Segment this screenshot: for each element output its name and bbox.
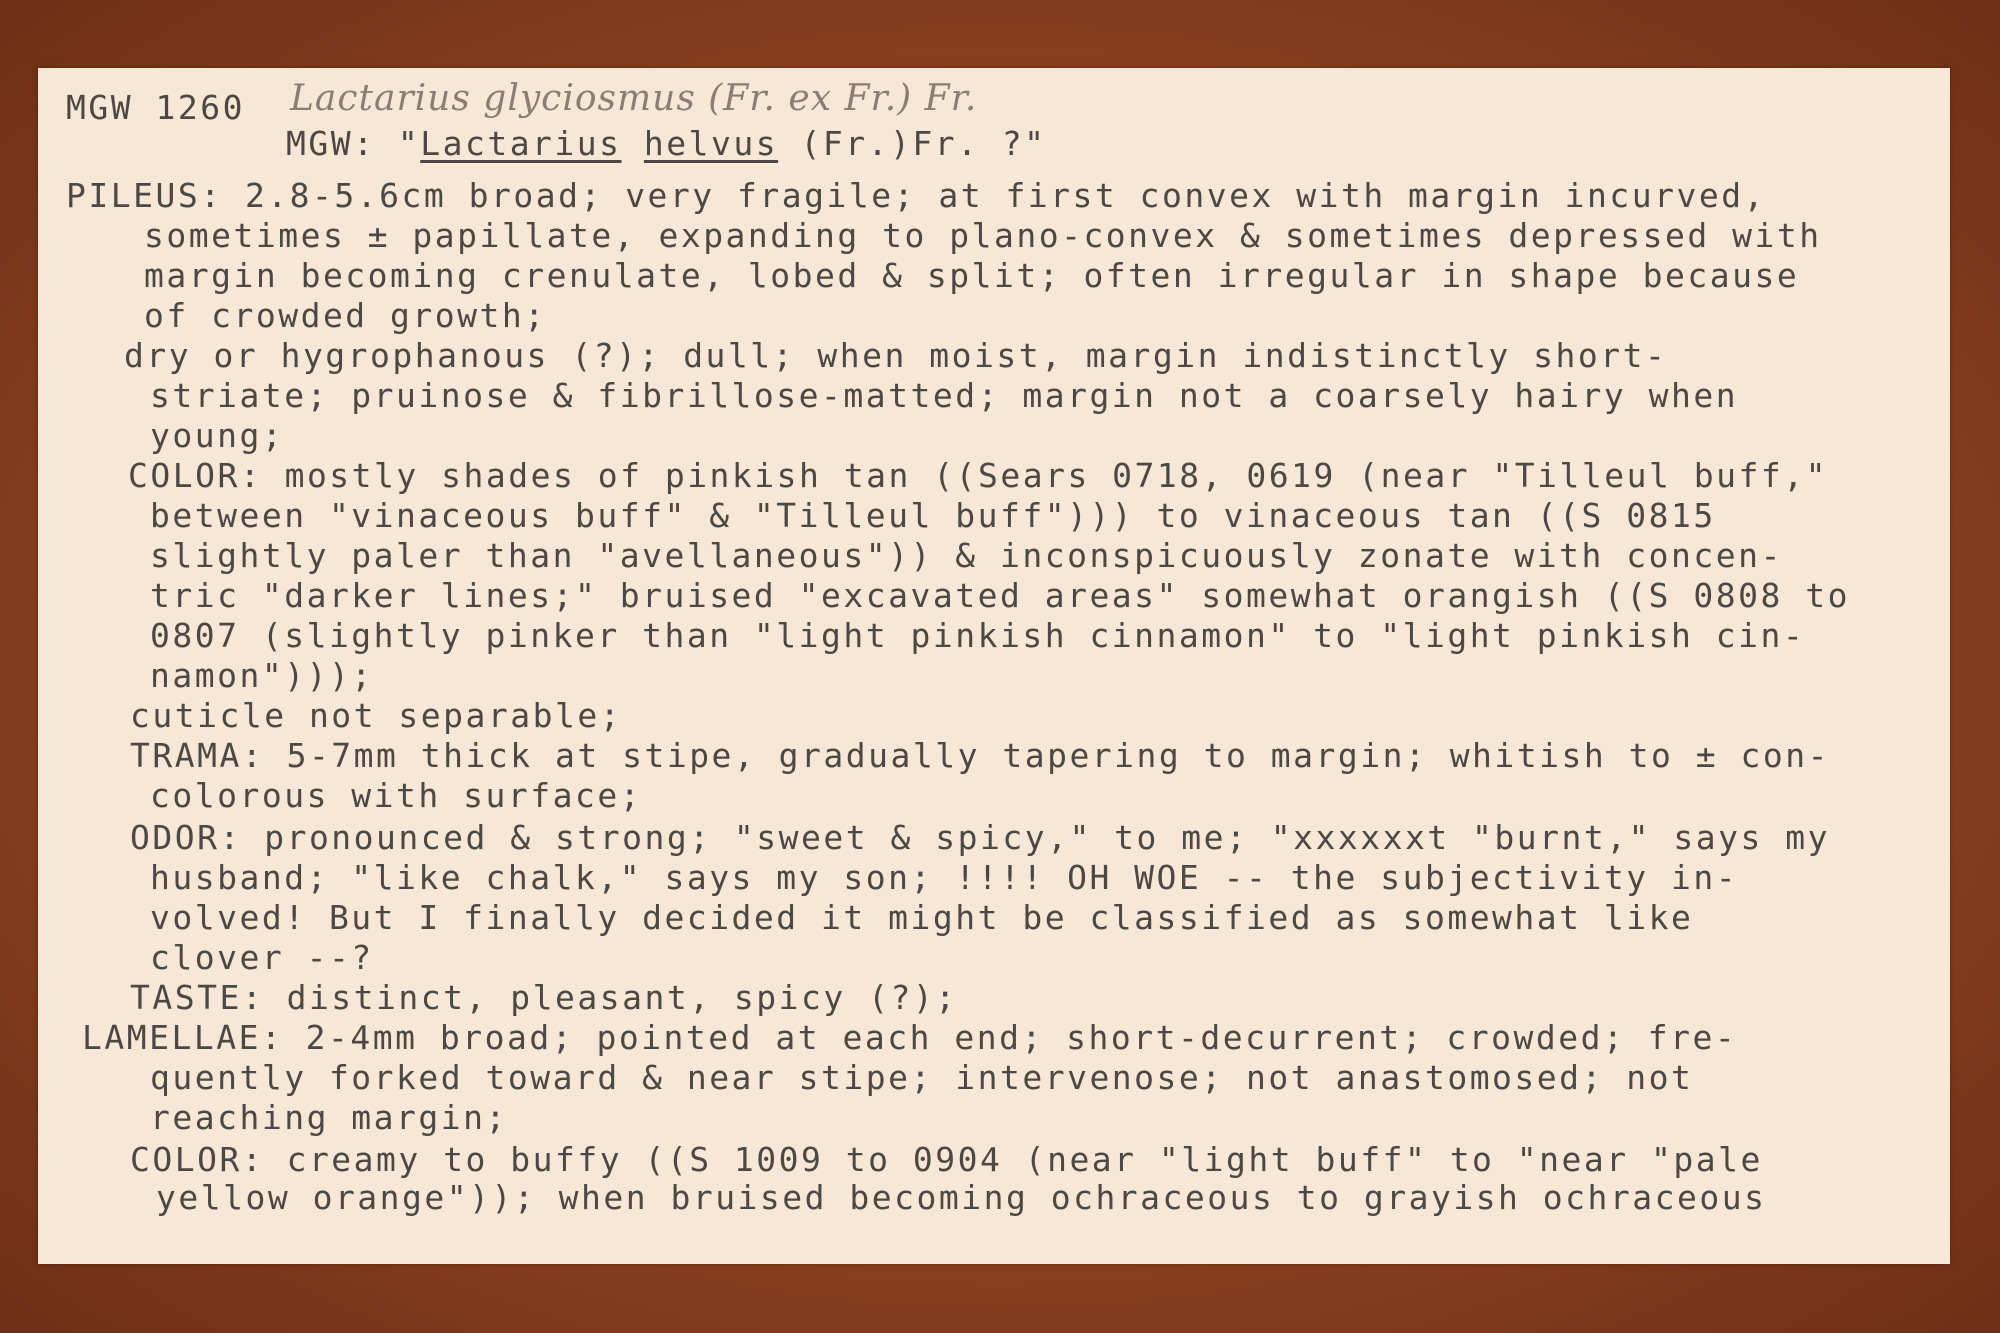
color-line-2: between "vinaceous buff" & "Tilleul buff"))) to vinaceous tan ((S 0815 bbox=[150, 496, 1716, 535]
lamellae-line-1: LAMELLAE: 2-4mm broad; pointed at each end; short-decurrent; crowded; fre- bbox=[82, 1018, 1738, 1057]
cuticle-line: cuticle not separable; bbox=[130, 696, 623, 735]
lamellae-line-2: quently forked toward & near stipe; intervenose; not anastomosed; not bbox=[150, 1058, 1694, 1097]
surface-line-3: young; bbox=[150, 416, 285, 455]
accession-number: MGW 1260 bbox=[66, 88, 245, 127]
pileus-line-3: margin becoming crenulate, lobed & split; often irregular in shape because bbox=[144, 256, 1800, 295]
index-card bbox=[38, 68, 1950, 1264]
trama-line-1: TRAMA: 5-7mm thick at stipe, gradually tapering to margin; whitish to ± con- bbox=[130, 736, 1830, 775]
odor-line-3: volved! But I finally decided it might be classified as somewhat like bbox=[150, 898, 1694, 937]
color-line-6: namon"))); bbox=[150, 656, 374, 695]
genus-name: Lactarius bbox=[420, 124, 622, 163]
pileus-line-4: of crowded growth; bbox=[144, 296, 547, 335]
taste-line: TASTE: distinct, pleasant, spicy (?); bbox=[130, 978, 958, 1017]
species-name: helvus bbox=[643, 124, 779, 163]
pileus-line-2: sometimes ± papillate, expanding to plano-convex & sometimes depressed with bbox=[144, 216, 1822, 255]
color-line-3: slightly paler than "avellaneous")) & inconspicuously zonate with concen- bbox=[150, 536, 1783, 575]
color-line-5: 0807 (slightly pinker than "light pinkish cinnamon" to "light pinkish cin- bbox=[150, 616, 1806, 655]
surface-line-1: dry or hygrophanous (?); dull; when moist, margin indistinctly short- bbox=[124, 336, 1668, 375]
handwritten-species-name: Lactarius glyciosmus (Fr. ex Fr.) Fr. bbox=[290, 78, 978, 119]
odor-line-4: clover --? bbox=[150, 938, 374, 977]
mgw-prefix: MGW: " bbox=[286, 124, 421, 163]
color-line-4: tric "darker lines;" bruised "excavated areas" somewhat orangish ((S 0808 to bbox=[150, 576, 1850, 615]
color-line-1: COLOR: mostly shades of pinkish tan ((Sears 0718, 0619 (near "Tilleul buff," bbox=[128, 456, 1828, 495]
lamellae-line-3: reaching margin; bbox=[150, 1098, 508, 1137]
lamellae-color-line-1: COLOR: creamy to buffy ((S 1009 to 0904 (near "light buff" to "near "pale bbox=[130, 1140, 1763, 1179]
odor-line-2: husband; "like chalk," says my son; !!!! OH WOE -- the subjectivity in- bbox=[150, 858, 1739, 897]
trama-line-2: colorous with surface; bbox=[150, 776, 643, 815]
authority: (Fr.)Fr. ?" bbox=[778, 124, 1047, 163]
typed-identification bbox=[286, 124, 1047, 164]
pileus-line-1: PILEUS: 2.8-5.6cm broad; very fragile; at first convex with margin incurved, bbox=[66, 176, 1766, 215]
surface-line-2: striate; pruinose & fibrillose-matted; margin not a coarsely hairy when bbox=[150, 376, 1739, 415]
lamellae-color-line-2: yellow orange")); when bruised becoming ochraceous to grayish ochraceous bbox=[156, 1178, 1767, 1217]
odor-line-1: ODOR: pronounced & strong; "sweet & spicy," to me; "xxxxxxt "burnt," says my bbox=[130, 818, 1830, 857]
